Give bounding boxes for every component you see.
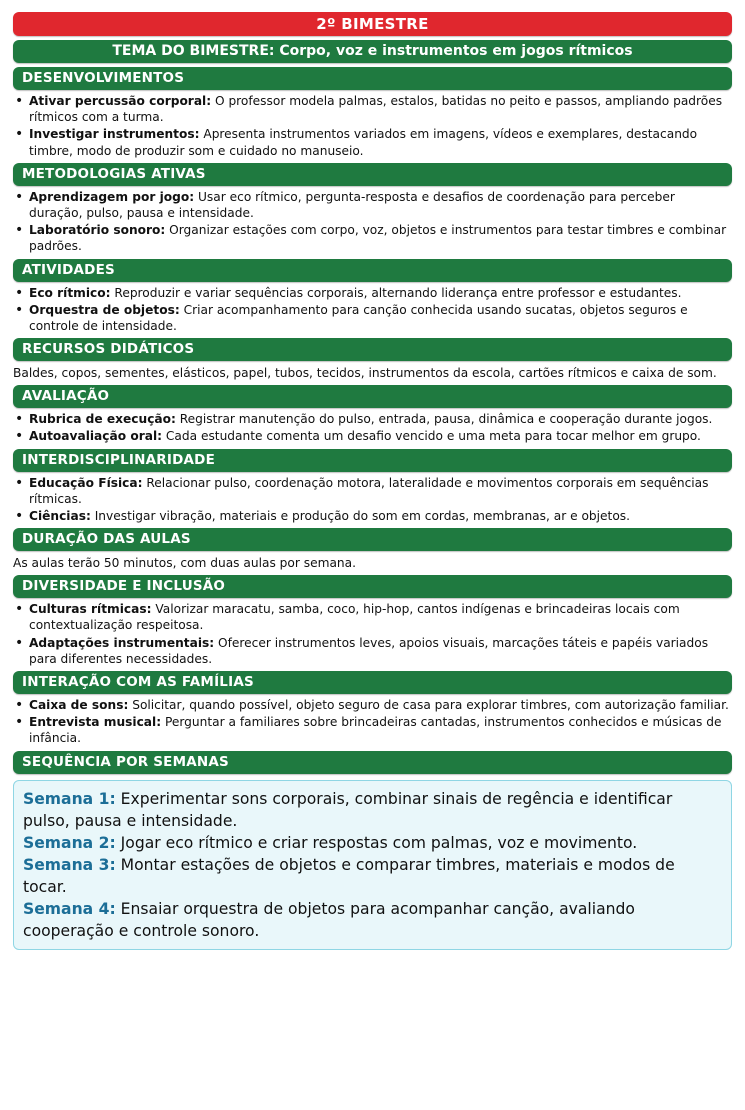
section-heading: RECURSOS DIDÁTICOS — [13, 338, 732, 361]
item-label: Eco rítmico: — [29, 285, 111, 300]
item-label: Rubrica de execução: — [29, 412, 176, 427]
week-text: Ensaiar orquestra de objetos para acompanhar canção, avaliando cooperação e controle sonoro. — [23, 899, 635, 940]
week-label: Semana 4: — [23, 899, 116, 918]
section-heading: SEQUÊNCIA POR SEMANAS — [13, 751, 732, 774]
section-atividades — [13, 259, 732, 335]
list-item — [13, 126, 732, 158]
item-label: Ativar percussão corporal: — [29, 94, 212, 108]
item-text: Perguntar a familiares sobre brincadeiras cantadas, instrumentos conhecidos e músicas de infância. — [29, 715, 722, 746]
list-item — [13, 93, 732, 125]
item-text: Relacionar pulso, coordenação motora, lateralidade e movimentos corporais em sequências rítmicas. — [29, 475, 709, 506]
item-label: Investigar instrumentos: — [29, 127, 200, 142]
theme-banner: TEMA DO BIMESTRE: Corpo, voz e instrumentos em jogos rítmicos — [13, 40, 732, 63]
section-familias — [13, 671, 732, 747]
week-entry — [23, 854, 722, 898]
item-text: Usar eco rítmico, pergunta-resposta e desafios de coordenação para perceber duração, pulso, pausa e intensidade. — [29, 189, 675, 221]
list-item — [13, 428, 732, 444]
item-label: Adaptações instrumentais: — [29, 635, 215, 650]
week-label: Semana 1: — [23, 789, 116, 808]
section-heading: DESENVOLVIMENTOS — [13, 67, 732, 90]
section-heading: METODOLOGIAS ATIVAS — [13, 163, 732, 186]
section-heading: INTERDISCIPLINARIDADE — [13, 449, 732, 472]
item-text: Apresenta instrumentos variados em imagens, vídeos e exemplares, destacando timbre, modo de produzir som e cuidado no manuseio. — [29, 127, 698, 158]
item-list — [13, 475, 732, 525]
section-heading: DIVERSIDADE E INCLUSÃO — [13, 575, 732, 598]
section-desenvolvimentos — [13, 67, 732, 159]
section-heading: DURAÇÃO DAS AULAS — [13, 528, 732, 551]
item-list — [13, 411, 732, 444]
section-interdisciplinaridade — [13, 449, 732, 525]
item-text: Investigar vibração, materiais e produção do som em cordas, membranas, ar e objetos. — [90, 509, 631, 524]
item-text: Oferecer instrumentos leves, apoios visuais, marcações táteis e papéis variados para diferentes necessidades. — [29, 635, 709, 666]
list-item — [13, 697, 732, 713]
section-heading: INTERAÇÃO COM AS FAMÍLIAS — [13, 671, 732, 694]
item-text: O professor modela palmas, estalos, batidas no peito e passos, ampliando padrões rítmicos com a turma. — [29, 94, 723, 125]
week-text: Experimentar sons corporais, combinar sinais de regência e identificar pulso, pausa e intensidade. — [23, 789, 673, 830]
section-metodologias — [13, 163, 732, 255]
item-list — [13, 93, 732, 159]
list-item — [13, 601, 732, 633]
week-entry — [23, 832, 722, 854]
item-text: Criar acompanhamento para canção conhecida usando sucatas, objetos seguros e controle de intensidade. — [29, 302, 688, 334]
item-text: Valorizar maracatu, samba, coco, hip-hop, cantos indígenas e brincadeiras locais com contextualização respeitosa. — [29, 602, 680, 633]
item-text: Registrar manutenção do pulso, entrada, pausa, dinâmica e cooperação durante jogos. — [175, 412, 713, 427]
section-sequencia — [13, 751, 732, 950]
duration-text: As aulas terão 50 minutos, com duas aulas por semana. — [13, 556, 356, 571]
list-item — [13, 189, 732, 221]
item-list — [13, 285, 732, 335]
resources-text: Baldes, copos, sementes, elásticos, papel, tubos, tecidos, instrumentos da escola, cartões rítmicos e caixa de som. — [13, 366, 717, 381]
section-avaliacao — [13, 385, 732, 444]
week-entry — [23, 898, 722, 942]
section-recursos — [13, 338, 732, 381]
list-item — [13, 508, 732, 524]
week-label: Semana 2: — [23, 833, 116, 852]
list-item — [13, 714, 732, 746]
list-item — [13, 411, 732, 427]
list-item — [13, 222, 732, 254]
list-item — [13, 302, 732, 334]
weekly-sequence-box — [13, 780, 732, 950]
item-list — [13, 189, 732, 255]
item-label: Aprendizagem por jogo: — [29, 189, 195, 204]
item-label: Entrevista musical: — [29, 715, 162, 730]
bimester-banner: 2º BIMESTRE — [13, 12, 732, 36]
week-label: Semana 3: — [23, 855, 116, 874]
week-text: Jogar eco rítmico e criar respostas com palmas, voz e movimento. — [115, 833, 638, 852]
section-duracao — [13, 528, 732, 571]
section-heading: ATIVIDADES — [13, 259, 732, 282]
week-text: Montar estações de objetos e comparar timbres, materiais e modos de tocar. — [23, 855, 675, 896]
section-diversidade — [13, 575, 732, 667]
item-label: Ciências: — [29, 509, 91, 524]
week-entry — [23, 788, 722, 832]
item-list — [13, 601, 732, 667]
item-label: Laboratório sonoro: — [29, 223, 166, 238]
item-label: Caixa de sons: — [29, 698, 129, 713]
list-item — [13, 285, 732, 301]
item-text: Solicitar, quando possível, objeto seguro de casa para explorar timbres, com autorização familiar. — [128, 698, 729, 713]
item-label: Autoavaliação oral: — [29, 429, 163, 444]
item-text: Cada estudante comenta um desafio vencido e uma meta para tocar melhor em grupo. — [162, 429, 701, 444]
item-label: Orquestra de objetos: — [29, 302, 180, 317]
list-item — [13, 475, 732, 507]
list-item — [13, 635, 732, 667]
item-label: Educação Física: — [29, 475, 143, 490]
section-heading: AVALIAÇÃO — [13, 385, 732, 408]
item-text: Reproduzir e variar sequências corporais, alternando liderança entre professor e estudantes. — [110, 285, 682, 300]
item-text: Organizar estações com corpo, voz, objetos e instrumentos para testar timbres e combinar padrões. — [29, 223, 727, 254]
item-list — [13, 697, 732, 747]
item-label: Culturas rítmicas: — [29, 602, 152, 617]
